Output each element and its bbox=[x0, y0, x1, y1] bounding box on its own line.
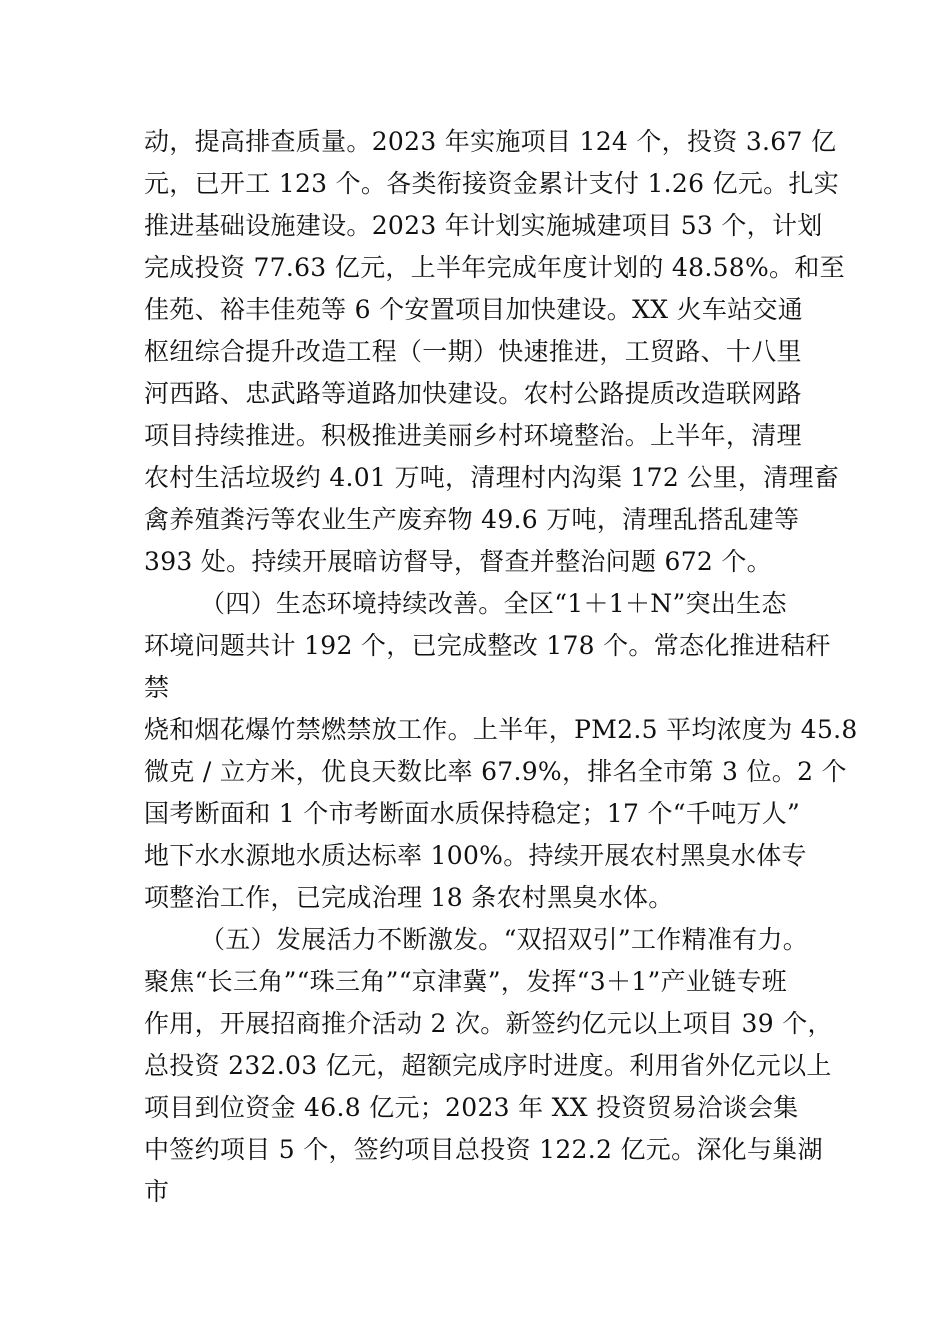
text-line: 推进基础设施建设。2023 年计划实施城建项目 53 个，计划 bbox=[144, 211, 823, 240]
text-line: 国考断面和 1 个市考断面水质保持稳定；17 个“千吨万人” bbox=[144, 799, 801, 828]
text-line: 农村生活垃圾约 4.01 万吨，清理村内沟渠 172 公里，清理畜 bbox=[144, 463, 840, 492]
text-line: 聚焦“长三角”“珠三角”“京津冀”，发挥“3＋1”产业链专班 bbox=[144, 967, 788, 996]
text-line: 烧和烟花爆竹禁燃禁放工作。上半年，PM2.5 平均浓度为 45.8 bbox=[144, 715, 858, 744]
text-line: 元，已开工 123 个。各类衔接资金累计支付 1.26 亿元。扎实 bbox=[144, 169, 840, 198]
text-line: 动，提高排查质量。2023 年实施项目 124 个，投资 3.67 亿 bbox=[144, 127, 837, 156]
text-line: 中签约项目 5 个，签约项目总投资 122.2 亿元。深化与巢湖 bbox=[144, 1135, 823, 1164]
text-line: 项整治工作，已完成治理 18 条农村黑臭水体。 bbox=[144, 883, 674, 912]
text-line: 微克 / 立方米，优良天数比率 67.9%，排名全市第 3 位。2 个 bbox=[144, 757, 847, 786]
text-line: 项目到位资金 46.8 亿元；2023 年 XX 投资贸易洽谈会集 bbox=[144, 1093, 799, 1122]
text-line: 393 处。持续开展暗访督导，督查并整治问题 672 个。 bbox=[144, 547, 772, 576]
text-line: 环境问题共计 192 个，已完成整改 178 个。常态化推进秸秆 bbox=[144, 631, 831, 660]
text-line: 作用，开展招商推介活动 2 次。新签约亿元以上项目 39 个， bbox=[144, 1009, 833, 1038]
text-line: 市 bbox=[144, 1177, 170, 1206]
text-line: 地下水水源地水质达标率 100%。持续开展农村黑臭水体专 bbox=[144, 841, 807, 870]
text-line: 完成投资 77.63 亿元，上半年完成年度计划的 48.58%。和至 bbox=[144, 253, 845, 282]
section-heading-4: （四）生态环境持续改善。全区“1＋1＋N”突出生态 bbox=[200, 589, 787, 618]
text-line: 河西路、忠武路等道路加快建设。农村公路提质改造联网路 bbox=[144, 379, 802, 408]
text-line: 枢纽综合提升改造工程（一期）快速推进，工贸路、十八里 bbox=[144, 337, 802, 366]
section-heading-5: （五）发展活力不断激发。“双招双引”工作精准有力。 bbox=[200, 925, 809, 954]
text-line: 佳苑、裕丰佳苑等 6 个安置项目加快建设。XX 火车站交通 bbox=[144, 295, 804, 324]
text-line: 总投资 232.03 亿元，超额完成序时进度。利用省外亿元以上 bbox=[144, 1051, 832, 1080]
text-line: 项目持续推进。积极推进美丽乡村环境整治。上半年，清理 bbox=[144, 421, 802, 450]
text-line: 禽养殖粪污等农业生产废弃物 49.6 万吨，清理乱搭乱建等 bbox=[144, 505, 800, 534]
text-line: 禁 bbox=[144, 673, 170, 702]
